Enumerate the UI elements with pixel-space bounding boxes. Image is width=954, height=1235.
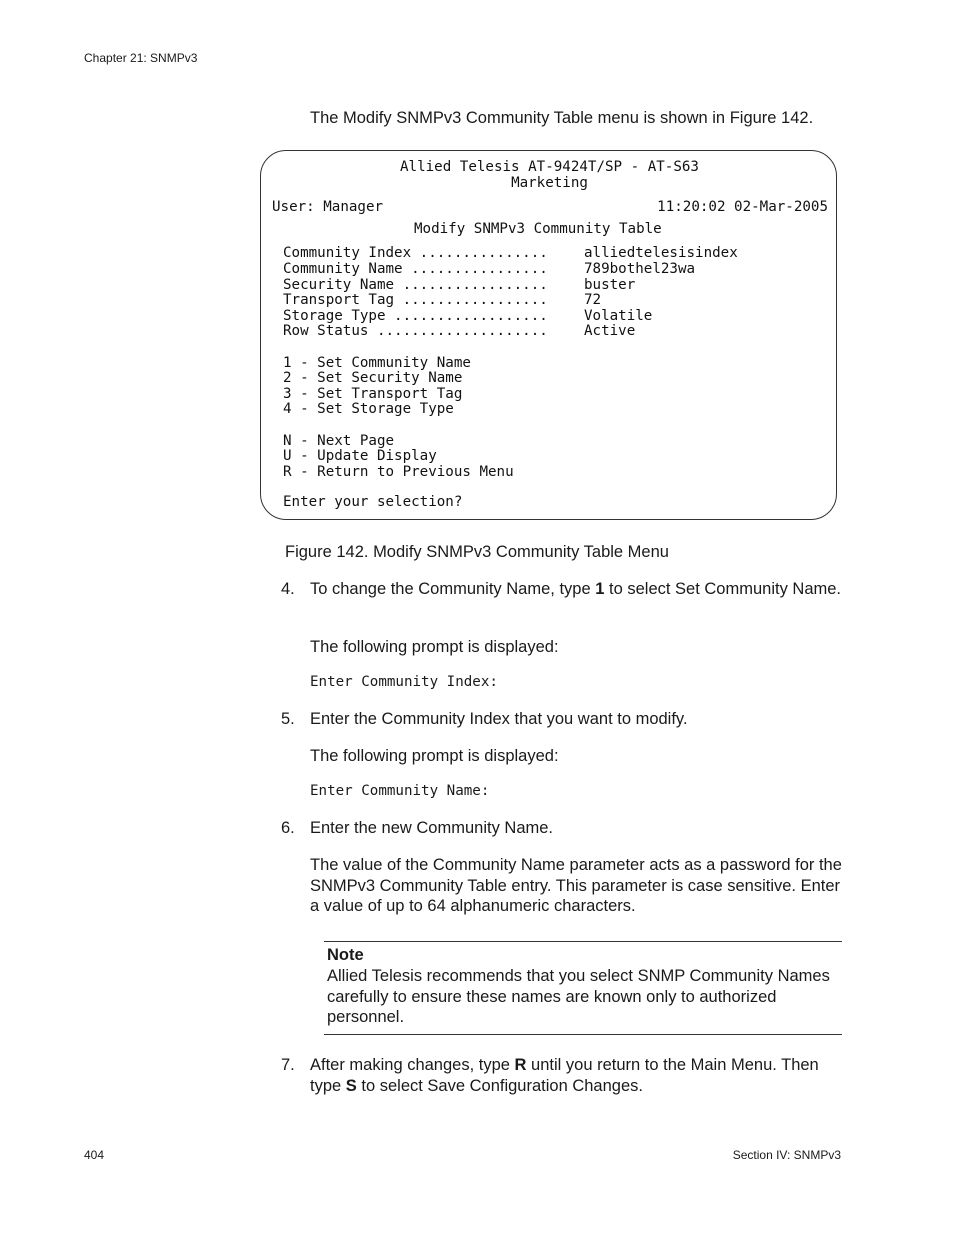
step-7-text: After making changes, type R until you return to the Main Menu. Then type S to select Save Configuration Changes.	[310, 1056, 819, 1095]
field-label: Transport Tag .................	[283, 292, 548, 308]
field-label: Community Index ...............	[283, 245, 548, 261]
field-value: alliedtelesisindex	[584, 245, 738, 261]
step-5-prompt: Enter Community Name:	[310, 783, 490, 799]
step-4-follow: The following prompt is displayed:	[310, 638, 559, 656]
note-text: Allied Telesis recommends that you select SNMP Community Names carefully to ensure these names are known only to authorized personnel.	[327, 967, 830, 1026]
field-value: Active	[584, 323, 636, 339]
note-box	[324, 941, 842, 1035]
screen-user: User: Manager	[272, 199, 384, 215]
menu-option: 2 - Set Security Name	[283, 370, 463, 386]
step-4-text: To change the Community Name, type 1 to select Set Community Name.	[310, 580, 842, 598]
field-label: Storage Type ..................	[283, 308, 548, 324]
menu-option: 1 - Set Community Name	[283, 355, 471, 371]
field-value: buster	[584, 277, 636, 293]
screen-title: Allied Telesis AT-9424T/SP - AT-S63	[400, 159, 699, 175]
field-value: Volatile	[584, 308, 653, 324]
nav-option: R - Return to Previous Menu	[283, 464, 514, 480]
menu-option: 4 - Set Storage Type	[283, 401, 454, 417]
screen-datetime: 11:20:02 02-Mar-2005	[657, 199, 828, 215]
step-5-follow: The following prompt is displayed:	[310, 747, 559, 765]
note-title: Note	[327, 946, 364, 964]
running-footer: Section IV: SNMPv3	[732, 1148, 841, 1162]
field-value: 789bothel23wa	[584, 261, 696, 277]
field-label: Community Name ................	[283, 261, 548, 277]
intro-paragraph: The Modify SNMPv3 Community Table menu is shown in Figure 142.	[310, 109, 814, 127]
running-header: Chapter 21: SNMPv3	[84, 51, 198, 65]
step-4-prompt: Enter Community Index:	[310, 674, 498, 690]
step-number: 4.	[281, 580, 295, 598]
step-number: 6.	[281, 819, 295, 837]
field-label: Security Name .................	[283, 277, 548, 293]
field-value: 72	[584, 292, 602, 308]
field-label: Row Status ....................	[283, 323, 548, 339]
step-6-text: Enter the new Community Name.	[310, 819, 554, 837]
terminal-screen-figure	[260, 150, 837, 520]
nav-option: N - Next Page	[283, 433, 395, 449]
nav-option: U - Update Display	[283, 448, 437, 464]
step-5-text: Enter the Community Index that you want to modify.	[310, 710, 688, 728]
menu-option: 3 - Set Transport Tag	[283, 386, 463, 402]
screen-menu-title: Modify SNMPv3 Community Table	[414, 221, 662, 237]
step-6-paragraph: The value of the Community Name parameter acts as a password for the SNMPv3 Community Table entry. This parameter is case sensitive. Enter a value of up to 64 alphanumeric characters.	[310, 856, 842, 915]
step-number: 5.	[281, 710, 295, 728]
page-number: 404	[84, 1148, 105, 1162]
step-number: 7.	[281, 1056, 295, 1074]
figure-caption: Figure 142. Modify SNMPv3 Community Table Menu	[285, 543, 669, 561]
screen-location: Marketing	[511, 175, 588, 191]
selection-prompt: Enter your selection?	[283, 494, 463, 510]
